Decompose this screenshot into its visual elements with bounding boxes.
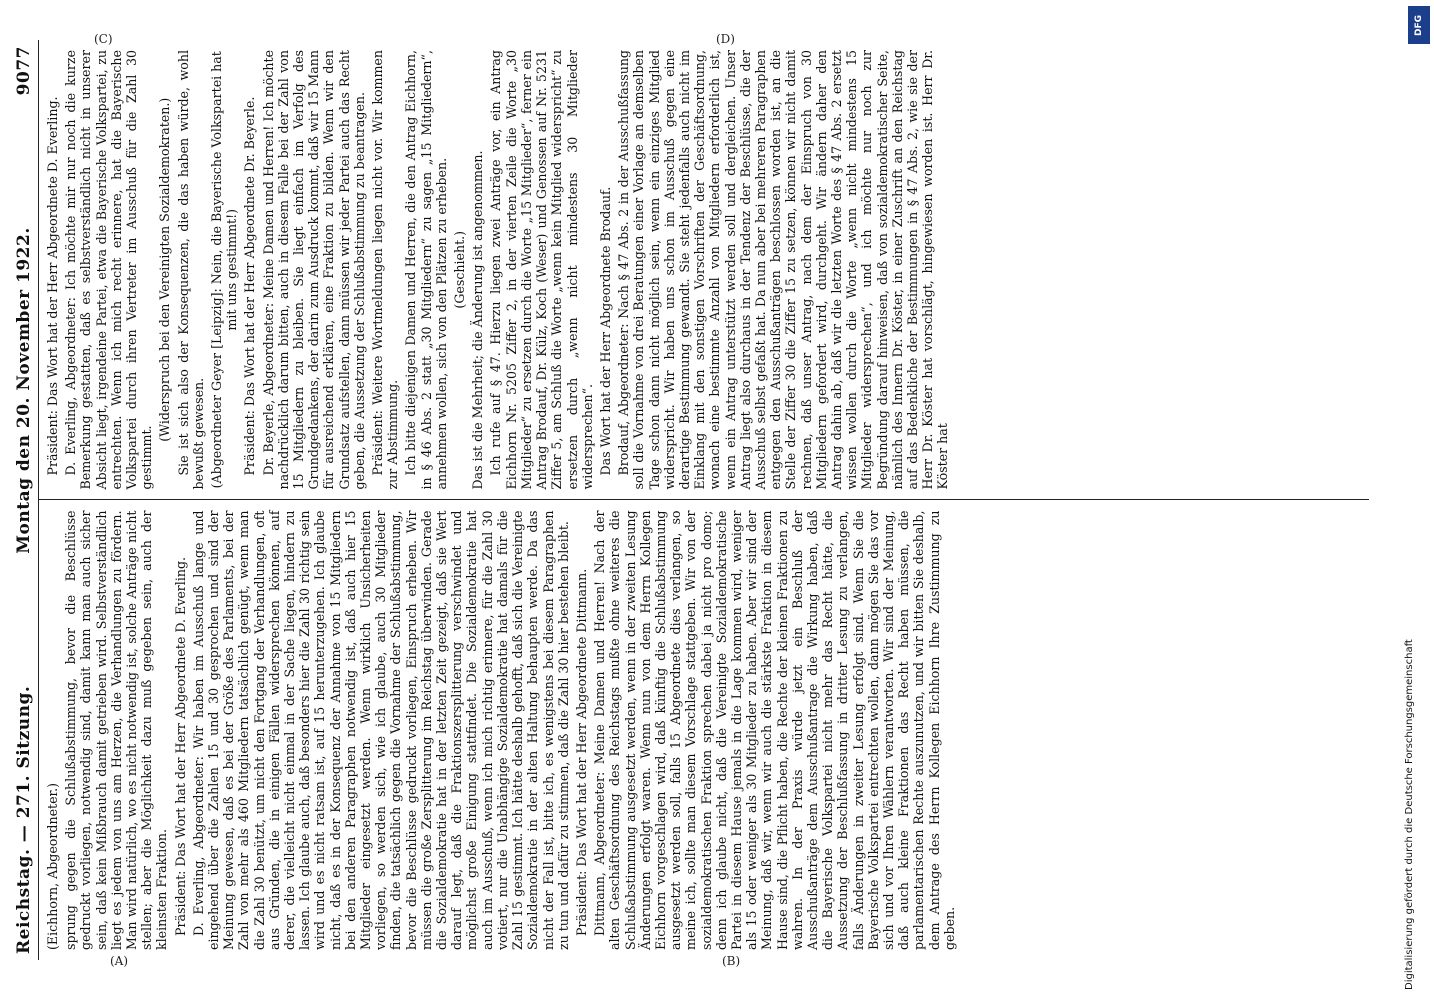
- paragraph: Präsident: Das Wort hat der Herr Abgeordnete Dittmann.: [573, 568, 589, 936]
- credit-sidebar: [1400, 0, 1434, 1000]
- digitization-credit: Digitalisierung gefördert durch die Deutsche Forschungsgemeinschaft: [1404, 639, 1415, 990]
- margin-marker-b: (B): [722, 954, 741, 968]
- paragraph: Dr. Beyerle, Abgeordneter: Meine Damen und Herren! Ich möchte nachdrücklich darum bitten, auch in diesem Falle bei der Zahl von 15 Mitgliedern zu bleiben. Sie liegt einfach im Verfolg des Grundgedankens, der darin zum Ausdruck kommt, daß wir 15 Mann für ausreichend erklären, eine Fraktion zu bilden. Wenn wir den Grundsatz aufstellen, dann müssen wir jeder Partei auch das Recht geben, die Aussetzung der Schlußabstimmung zu beantragen.: [260, 50, 367, 490]
- paragraph: (Geschieht.): [452, 230, 468, 309]
- paragraph: Ich rufe auf § 47. Hierzu liegen zwei Anträge vor, ein Antrag Eichhorn Nr. 5205 Ziffer 2, in der vierten Zeile die Worte „30 Mitglieder“ zu ersetzen durch die Worte „15 Mitglieder“, ferner ein Antrag Brodauf, Dr. Külz, Koch (Weser) und Genossen auf Nr. 5231 Ziffer 5, am Schluß die Worte „wenn kein Mitglied widerspricht“ zu ersetzen durch „wenn nicht mindestens 30 Mitglieder widersprechen“.: [488, 50, 595, 490]
- paragraph: Ich bitte diejenigen Damen und Herren, die den Antrag Eichhorn, in § 46 Abs. 2 statt „30 Mitgliedern“ zu sagen „15 Mitgliedern“, annehmen wollen, sich von den Plätzen zu erheben.: [403, 50, 449, 490]
- paragraph: (Abgeordneter Geyer [Leipzig]: Nein, die Bayerische Volkspartei hat mit uns gestimmt!): [209, 51, 240, 489]
- paragraph: Das ist die Mehrheit; die Änderung ist angenommen.: [470, 150, 486, 490]
- right-column: [39, 40, 1369, 500]
- dfg-logo: DFG: [1408, 6, 1430, 44]
- paragraph: (Eichhorn, Abgeordneter.): [45, 782, 60, 950]
- paragraph: Sie ist sich also der Konsequenzen, die das haben würde, wohl bewußt gewesen.: [175, 50, 206, 490]
- paragraph: Präsident: Das Wort hat der Herr Abgeordnete Dr. Beyerle.: [242, 96, 258, 476]
- paragraph: (Widerspruch bei den Vereinigten Sozialdemokraten.): [157, 97, 173, 442]
- paragraph: Präsident: Weitere Wortmeldungen liegen nicht vor. Wir kommen zur Abstimmung.: [370, 50, 401, 490]
- header-date: Montag den 20. November 1922.: [14, 227, 34, 554]
- text-columns: [39, 40, 1369, 960]
- paragraph: Präsident: Das Wort hat der Herr Abgeordnete D. Everling.: [45, 96, 60, 476]
- margin-marker-d: (D): [716, 32, 735, 46]
- margin-marker-c: (C): [94, 32, 113, 46]
- paragraph: Präsident: Das Wort hat der Herr Abgeordnete D. Everling.: [172, 556, 188, 936]
- paragraph: D. Everling, Abgeordneter: Ich möchte mir nur noch die kurze Bemerkung gestatten, daß es selbstverständlich nicht in unserer Absicht liegt, irgendeine Partei, etwa die Bayerische Volkspartei, zu entrechten. Wenn ich mich recht erinnere, hat die Bayerische Volkspartei durch ihren Vertreter im Ausschuß für die Zahl 30 gestimmt.: [63, 50, 155, 490]
- left-column: [39, 500, 1369, 961]
- paragraph: Brodauf, Abgeordneter: Nach § 47 Abs. 2 in der Ausschußfassung soll die Vornahme von drei Beratungen einer Vorlage an demselben Tage schon dann nicht möglich sein, wenn ein einziges Mitglied widerspricht. Wir haben uns schon im Ausschuß gegen eine derartige Bestimmung gewandt. Sie steht jedenfalls auch nicht im Einklang mit den sonstigen Vorschriften der Geschäftsordnung, wonach eine bestimmte Anzahl von Mitgliedern erforderlich ist, wenn ein Antrag unterstützt werden soll und dergleichen. Unser Antrag liegt also durchaus in der Tendenz der Beschlüsse, die der Ausschuß selbst gefaßt hat. Da nun aber bei mehreren Paragraphen entgegen den Ausschußanträgen beschlossen worden ist, an die Stelle der Ziffer 30 die Ziffer 15 zu setzen, können wir nicht damit rechnen, daß unser Antrag, nach dem der Einspruch von 30 Mitgliedern gefordert wird, durchgeht. Wir ändern daher den Antrag dahin ab, daß wir die letzten Worte des § 47 Abs. 2 ersetzt wissen wollen durch die Worte „wenn nicht mindestens 15 Mitglieder widersprechen“, und ich möchte nur noch zur Begründung darauf hinweisen, daß von sozialdemokratischer Seite, nämlich des Innern Dr. Köster, in einer Zuschrift an den Reichstag auf das Bedenkliche der Bestimmungen in § 47 Abs. 2, wie sie der Herr Dr. Köster hat vorschlägt, hingewiesen worden ist. Herr Dr. Köster hat: [616, 50, 951, 490]
- paragraph: sprung gegen die Schlußabstimmung, bevor die Beschlüsse gedruckt vorliegen, notwendig sind, damit kann man auch sicher sein, daß kein Mißbrauch damit getrieben wird. Selbstverständlich liegt es jedem von uns am Herzen, die Verhandlungen zu fördern. Man wird natürlich, wo es nicht notwendig ist, solche Anträge nicht stellen; aber die Möglichkeit dazu muß gegeben sein, auch der kleinsten Fraktion.: [63, 510, 170, 950]
- page-header: [14, 40, 39, 960]
- paragraph: Das Wort hat der Herr Abgeordnete Brodauf.: [597, 186, 613, 476]
- paragraph: Dittmann, Abgeordneter: Meine Damen und Herren! Nach der alten Geschäftsordnung des Reichstags mußte ohne weiteres die Schlußabstimmung ausgesetzt werden, wenn in der zweiten Lesung Änderungen erfolgt waren. Wenn nun von dem Herrn Kollegen Eichhorn vorgeschlagen wird, daß künftig die Schlußabstimmung ausgesetzt werden soll, falls 15 Abgeordnete dies verlangen, so meine ich, sollte man diesem Vorschlage stattgeben. Wir von der sozialdemokratischen Fraktion sprechen dabei ja nicht pro domo; denn ich glaube nicht, daß die Vereinigte Sozialdemokratische Partei in diesem Hause jemals in die Lage kommen wird, weniger als 15 oder weniger als 30 Mitglieder zu haben. Aber wir sind der Meinung, daß wir, wenn wir auch die stärkste Fraktion in diesem Hause sind, die Pflicht haben, die Rechte der kleinen Fraktionen zu wahren. In der Praxis würde jetzt ein Beschluß der Ausschußanträge dem Ausschußantrage die Wirkung haben, daß die Bayerische Volkspartei nicht mehr das Recht hätte, die Aussetzung der Beschlußfassung in dritter Lesung zu verlangen, falls Änderungen in zweiter Lesung erfolgt sind. Wenn Sie die Bayerische Volkspartei entrechten wollen, dann mögen Sie das vor sich und vor Ihren Wählern verantworten. Wir sind der Meinung, daß auch kleine Fraktionen das Recht haben müssen, die parlamentarischen Rechte auszunutzen, und wir bitten Sie deshalb, dem Antrage des Herrn Kollegen Eichhorn Ihre Zustimmung zu geben.: [592, 510, 957, 950]
- page-number: 9077: [14, 46, 34, 96]
- margin-marker-a: (A): [110, 954, 129, 968]
- header-left: Reichstag. — 271. Sitzung.: [14, 685, 34, 954]
- paragraph: D. Everling, Abgeordneter: Wir haben im Ausschuß lange und eingehend über die Zahlen 15 und 30 gesprochen und sind der Meinung gewesen, daß es bei der Größe des Parlaments, bei der Zahl von mehr als 460 Mitgliedern tatsächlich genügt, wenn man die Zahl 30 benützt, um nicht den Fortgang der Verhandlungen, oft aus Gründen, die in einigen Fällen widersprechen können, auf derer, die vielleicht nicht einmal in der Sache liegen, hindern zu lassen. Ich glaube auch, daß besonders hier die Zahl 30 richtig sein wird und es nicht ratsam ist, auf 15 herunterzugehen. Ich glaube nicht, daß es in der Konsequenz der Annahme von 15 Mitgliedern bei den anderen Paragraphen notwendig ist, daß auch hier 15 Mitglieder eingesetzt werden. Wenn wirklich Unsicherheiten vorliegen, so werden sich, wie ich glaube, auch 30 Mitglieder finden, die tatsächlich gegen die Vornahme der Schlußabstimmung, bevor die Beschlüsse gedruckt vorliegen, Einspruch erheben. Wir müssen die große Zersplitterung im Reichstag überwinden. Gerade die Sozialdemokratie hat in der letzten Zeit gezeigt, daß sie Wert darauf legt, daß die Fraktionszersplitterung verschwindet und möglichst große Einigung stattfindet. Die Sozialdemokratie hat auch im Ausschuß, wenn ich mich richtig erinnere, für die Zahl 30 votiert, nur die Unabhängige Sozialdemokratie hat damals für die Zahl 15 gestimmt. Ich hätte deshalb gehofft, daß sich die Vereinigte Sozialdemokratie in der alten Haltung behaupten werde. Da das nicht der Fall ist, bitte ich, es wenigstens bei diesem Paragraphen zu tun und dafür zu stimmen, daß die Zahl 30 hier bestehen bleibt.: [190, 510, 571, 950]
